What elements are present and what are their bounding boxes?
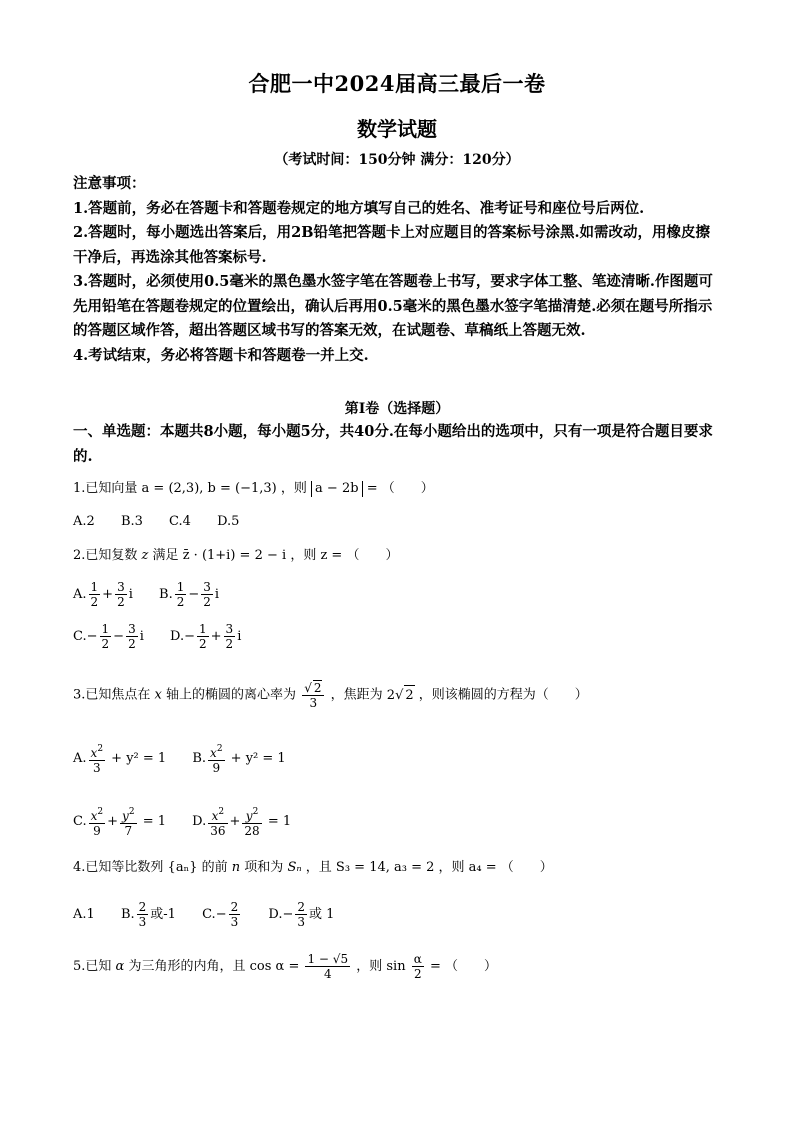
q5-sin: sin [386, 959, 406, 974]
frac-den: 2 [101, 637, 110, 651]
frac-num: 1 [176, 580, 185, 594]
question-2 [73, 546, 723, 566]
q4-option-b [121, 900, 176, 929]
sqrt-radicand: 2 [404, 685, 414, 706]
q2-option-d [170, 622, 241, 651]
frac-num: $y^2$ [122, 807, 135, 823]
q4-options [73, 900, 723, 929]
q4-b-label: B. [120, 907, 135, 922]
frac-num: α [413, 952, 422, 966]
q4-sequence: {aₙ} [167, 860, 198, 875]
q1-vector-a: a = (2,3), [141, 481, 204, 496]
frac-den: 2 [128, 637, 136, 651]
frac-den: 3 [92, 761, 101, 775]
q2-d-label: D.− [170, 629, 195, 644]
q2-prefix: 2.已知复数 [73, 548, 138, 563]
frac-num: 3 [128, 622, 136, 636]
q3-axis: x [154, 687, 162, 703]
frac-den: 2 [225, 637, 234, 651]
fraction [89, 805, 106, 838]
fraction [229, 900, 241, 929]
note-item: 4.考试结束，务必将答题卡和答题卷一并上交. [73, 346, 369, 364]
q3-options-row-1 [73, 742, 723, 775]
q4-prefix: 4.已知等比数列 [73, 860, 164, 875]
frac-num: $x^2$ [210, 744, 223, 760]
page-title: 合肥一中2024届高三最后一卷 [248, 71, 546, 96]
q2-b-label: B. [159, 587, 173, 602]
fraction [120, 805, 137, 838]
q5-alpha: α [115, 959, 125, 974]
frac-den: 2 [117, 595, 125, 609]
question-5 [73, 952, 723, 981]
q4-sn: Sₙ [287, 860, 302, 875]
frac-num: 3 [225, 622, 234, 636]
q2-a-label: A. [73, 587, 87, 602]
q4-c-label: C.− [202, 907, 227, 922]
operator: − [188, 587, 200, 602]
q2-suffix: ，则 z = （ ） [290, 548, 399, 563]
q3-mid: 轴上的椭圆的离心率为 [166, 687, 297, 703]
exam-info: （考试时间：150分钟 满分：120分） [274, 152, 520, 168]
q1-suffix: = （ ） [366, 481, 434, 496]
q5-suffix: = （ ） [429, 959, 498, 974]
frac-num: 3 [203, 580, 211, 594]
q5-half-angle [412, 952, 424, 981]
frac-den: 2 [176, 595, 185, 609]
frac-num: $x^2$ [208, 805, 227, 824]
part-one-instructions: 一、单选题：本题共8小题，每小题5分，共40分.在每小题给出的选项中，只有一项是符合题目要求的. [73, 423, 713, 465]
q4-mid3: ，且 [305, 860, 332, 875]
frac-den: 2 [199, 637, 207, 651]
q1-option-c: C.4 [169, 514, 191, 529]
frac-num: $y^2$ [242, 805, 261, 824]
frac-den: 2 [90, 595, 99, 609]
q2-equation: z̄ · (1+i) = 2 − i [182, 548, 287, 563]
equation-tail: = 1 [263, 814, 292, 829]
notes-heading: 注意事项： [73, 175, 146, 192]
question-4 [73, 858, 723, 878]
fraction [126, 622, 138, 651]
imag-unit: i [237, 629, 242, 644]
imag-unit: i [139, 629, 144, 644]
q5-cos-fraction [305, 952, 350, 981]
q3-suffix: ，则该椭圆的方程为（ ） [418, 687, 588, 703]
frac-den: 3 [230, 915, 239, 929]
q2-var: z [141, 548, 149, 563]
frac-den: 9 [93, 824, 101, 838]
equation-tail: + y² = 1 [107, 751, 167, 766]
fraction [208, 742, 225, 775]
sqrt-radicand: 2 [313, 681, 322, 695]
q1-option-b: B.3 [120, 514, 143, 529]
q4-condition: S₃ = 14, a₃ = 2 [335, 860, 435, 875]
frac-den: 2 [203, 595, 211, 609]
frac-den: 4 [323, 967, 332, 981]
q2-option-b [159, 580, 219, 609]
q4-option-c [202, 900, 242, 929]
operator: + [210, 629, 222, 644]
fraction [208, 805, 227, 838]
fraction [100, 622, 112, 651]
option-tail: 或 1 [309, 907, 335, 922]
notes-block [73, 172, 723, 368]
q3-prefix: 3.已知焦点在 [73, 687, 151, 703]
fraction [89, 742, 106, 775]
fraction [201, 580, 213, 609]
frac-num: 2 [138, 900, 147, 914]
fraction [242, 805, 261, 838]
q4-option-d [268, 900, 334, 929]
page-subtitle: 数学试题 [357, 117, 437, 141]
focal-coef: 2 [386, 687, 396, 703]
fraction [295, 900, 307, 929]
note-item: 3.答题时，必须使用0.5毫米的黑色墨水签字笔在答题卷上书写，要求字体工整、笔迹清晰.作图题可先用铅笔在答题卷规定的位置绘出，确认后再用0.5毫米的黑色墨水签字笔描清楚.必须在题号所指示的答题区域作答，超出答题区域书写的答案无效，在试题卷、草稿纸上答题无效. [73, 273, 713, 339]
q1-options [73, 512, 723, 532]
frac-den: 28 [244, 824, 260, 838]
q1-vector-b: b = (−1,3) [207, 481, 277, 496]
fraction [224, 622, 236, 651]
q2-option-c [73, 622, 144, 651]
section-heading: 第Ⅰ卷（选择题） [344, 401, 450, 417]
q1-prefix: 1.已知向量 [73, 481, 138, 496]
frac-num: $x^2$ [90, 807, 104, 823]
frac-num: 1 [101, 622, 110, 636]
q3-d-label: D. [192, 814, 207, 829]
q3-c-label: C. [73, 814, 87, 829]
q5-prefix: 5.已知 [73, 959, 112, 974]
fraction [137, 900, 149, 929]
frac-den: 3 [297, 915, 305, 929]
imag-unit: i [214, 587, 220, 602]
q3-b-label: B. [192, 751, 207, 766]
q2-options-row-2 [73, 622, 723, 651]
q1-option-a: A.2 [73, 514, 95, 529]
frac-num: √ 2 [302, 680, 324, 696]
question-3 [73, 680, 723, 710]
question-1 [73, 479, 723, 499]
equation-tail: + y² = 1 [226, 751, 286, 766]
q1-abs-expr: a − 2b [311, 481, 363, 497]
equation-tail: = 1 [138, 814, 166, 829]
q4-mid2: 项和为 [244, 860, 284, 875]
operator: + [102, 587, 114, 602]
q4-option-a: A.1 [73, 907, 95, 922]
option-tail: 或-1 [150, 907, 176, 922]
note-item: 2.答题时，每小题选出答案后，用2B铅笔把答题卡上对应题目的答案标号涂黑.如需改动，用橡皮擦干净后，再选涂其他答案标号. [73, 224, 711, 266]
frac-den: 7 [124, 824, 133, 838]
operator: − [113, 629, 125, 644]
frac-den: 2 [413, 967, 422, 981]
fraction [197, 622, 209, 651]
frac-den: 9 [212, 761, 221, 775]
q3-option-a [73, 742, 166, 775]
q3-option-b [192, 742, 285, 775]
note-item: 1.答题前，务必在答题卡和答题卷规定的地方填写自己的姓名、准考证号和座位号后两位. [73, 199, 645, 217]
q5-mid: 为三角形的内角，且 [128, 959, 246, 974]
q3-focal: 2√ 2 [387, 688, 415, 703]
frac-num: 2 [297, 900, 305, 914]
q3-options-row-2 [73, 805, 723, 838]
frac-num: $x^2$ [90, 744, 104, 760]
q3-option-d: D. $\frac{x^2}{36}$ + $\frac{y^2}{28}$ = 1 [192, 807, 292, 838]
q4-mid: 的前 [201, 860, 228, 875]
q4-n: n [231, 860, 241, 875]
frac-den: 36 [210, 824, 226, 838]
q5-cos: cos α = [249, 959, 300, 974]
fraction [175, 580, 187, 609]
frac-den: 3 [138, 915, 147, 929]
q4-suffix: ，则 a₄ = （ ） [438, 860, 553, 875]
q1-option-d: D.5 [217, 514, 240, 529]
frac-num: 1 [199, 622, 207, 636]
q4-d-label: D.− [268, 907, 294, 922]
q3-eccentricity [302, 680, 324, 710]
frac-num: 1 [90, 580, 99, 594]
q3-option-c: C. $\frac{x^2}{9}$ + $\frac{y^2}{7}$ = 1 [73, 807, 166, 838]
q2-mid: 满足 [152, 548, 179, 563]
q2-options-row-1 [73, 580, 723, 609]
fraction [115, 580, 127, 609]
q3-mid2: ，焦距为 [330, 687, 383, 703]
imag-unit: i [128, 587, 133, 602]
q5-mid2: ，则 [356, 959, 383, 974]
frac-num: 1 − √5 [307, 952, 349, 966]
frac-den: 3 [309, 696, 318, 710]
frac-num: 3 [117, 580, 125, 594]
q2-option-a [73, 580, 133, 609]
fraction [89, 580, 101, 609]
q2-c-label: C.− [73, 629, 98, 644]
q3-a-label: A. [73, 751, 87, 766]
q1-mid: ，则 [280, 481, 307, 496]
frac-num: 2 [230, 900, 239, 914]
